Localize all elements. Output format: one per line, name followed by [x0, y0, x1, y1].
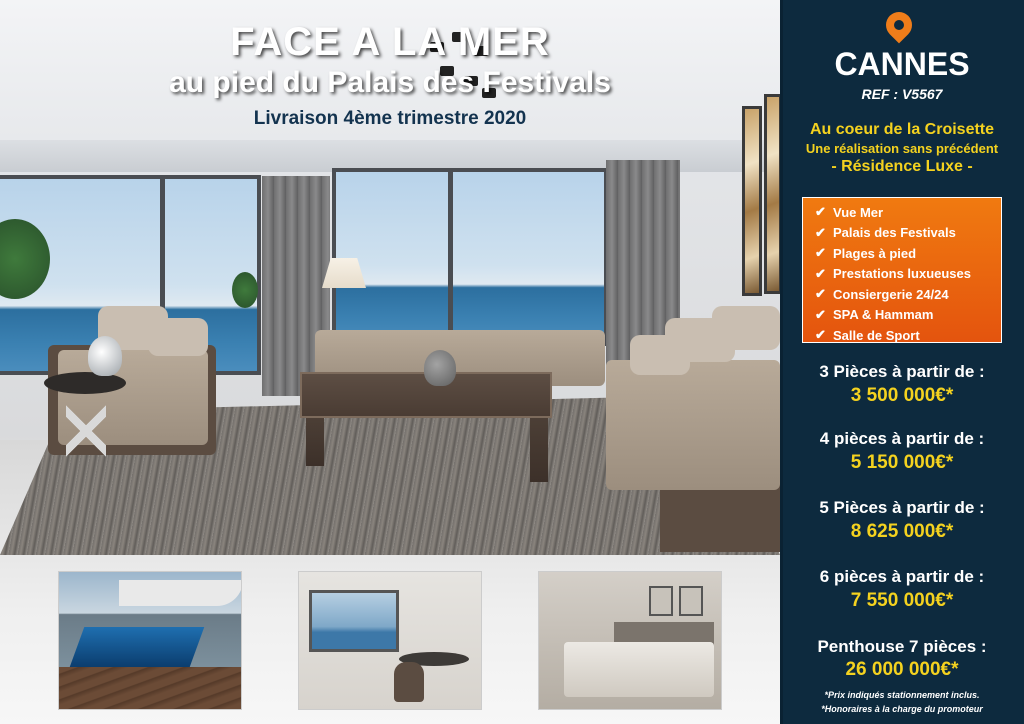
footnote-parking: *Prix indiqués stationnement inclus. [824, 690, 980, 700]
price-label-3-rooms: 3 Pièces à partir de : [819, 362, 985, 381]
feature-item: ✔ Plages à pied [815, 245, 917, 261]
feature-item: ✔ Consiergerie 24/24 [815, 286, 949, 302]
feature-item: ✔ Salle de Sport [815, 327, 920, 343]
price-label-4-rooms: 4 pièces à partir de : [819, 429, 985, 448]
price-label-5-rooms: 5 Pièces à partir de : [819, 498, 985, 517]
tagline-residence: - Résidence Luxe - [831, 158, 973, 175]
headline-title: FACE A LA MER [230, 20, 550, 64]
checkmark-icon: ✔ [815, 286, 826, 302]
thumbnail-rooftop-pool [58, 571, 242, 710]
checkmark-icon: ✔ [815, 306, 826, 322]
footnote-fees: *Honoraires à la charge du promoteur [821, 704, 983, 714]
checkmark-icon: ✔ [815, 265, 826, 281]
feature-item: ✔ Palais des Festivals [815, 224, 956, 241]
checkmark-icon: ✔ [815, 204, 826, 220]
price-value-5-rooms: 8 625 000€* [850, 521, 954, 542]
reference-number: REF : V5567 [861, 86, 943, 102]
wall-art [742, 106, 762, 296]
features-box [802, 197, 1002, 343]
price-value-6-rooms: 7 550 000€* [850, 590, 954, 611]
price-value-4-rooms: 5 150 000€* [850, 452, 954, 473]
delivery-date: Livraison 4ème trimestre 2020 [253, 108, 527, 129]
city-name: CANNES [834, 46, 970, 82]
feature-item: ✔ Vue Mer [815, 204, 884, 220]
feature-item: ✔ SPA & Hammam [815, 306, 934, 323]
window-center [332, 168, 608, 346]
checkmark-icon: ✔ [815, 327, 826, 343]
feature-item: ✔ Prestations luxueuses [815, 265, 971, 282]
tagline-location: Au coeur de la Croisette [809, 121, 995, 138]
price-label-penthouse: Penthouse 7 pièces : [817, 637, 987, 656]
headline-subtitle: au pied du Palais des Festivals [169, 66, 611, 99]
thumbnail-dining-room [298, 571, 482, 710]
price-value-penthouse: 26 000 000€* [845, 659, 959, 680]
checkmark-icon: ✔ [815, 245, 826, 261]
tagline-description: Une réalisation sans précédent [805, 141, 999, 156]
price-label-6-rooms: 6 pièces à partir de : [819, 567, 985, 586]
side-table [44, 372, 126, 394]
vase [424, 350, 456, 386]
price-value-3-rooms: 3 500 000€* [850, 385, 954, 406]
sofa-right [606, 360, 780, 490]
checkmark-icon: ✔ [815, 224, 826, 240]
thumbnail-bedroom [538, 571, 722, 710]
